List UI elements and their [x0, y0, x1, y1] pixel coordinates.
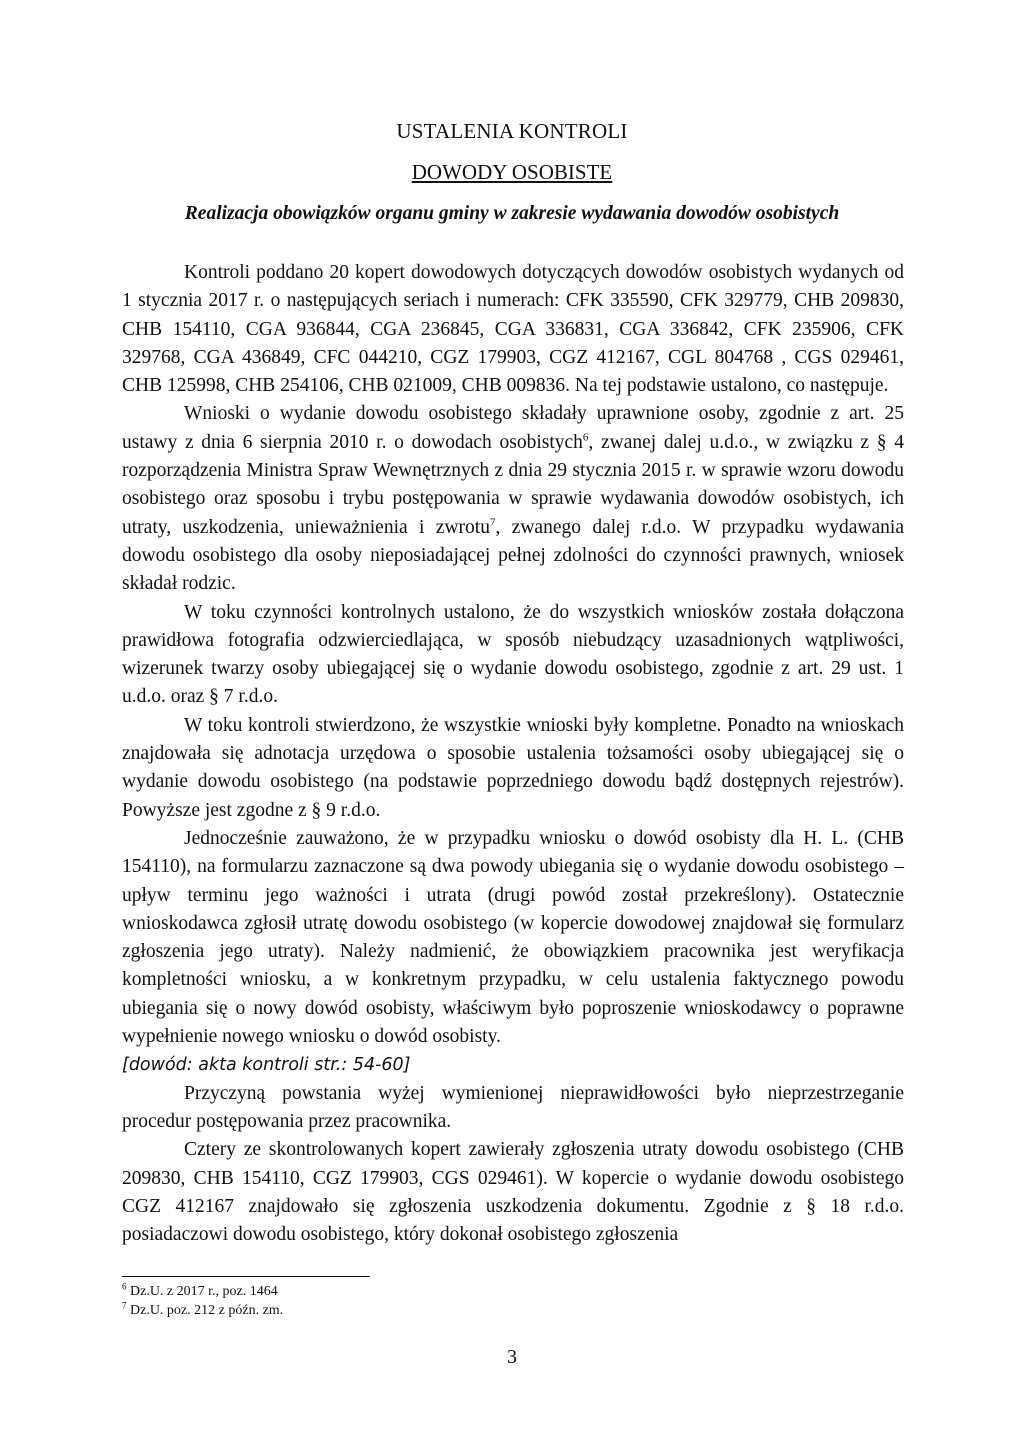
- page-title: USTALENIA KONTROLI: [396, 119, 628, 143]
- paragraph-4: W toku kontroli stwierdzono, że wszystkie wnioski były kompletne. Ponadto na wnioskach znajdowała się adnotacja urzędowa o sposobie ustalenia tożsamości osoby ubiegającej się o wydanie dowodu osobistego (na podstawie poprzedniego dowodu bądź dostępnych rejestrów). Powyższe jest zgodne z § 9 r.d.o.: [122, 714, 904, 821]
- footnote-ref-7: 7: [489, 516, 496, 529]
- paragraph-5: Jednocześnie zauważono, że w przypadku wniosku o dowód osobisty dla H. L. (CHB 154110), na formularzu zaznaczone są dwa powody ubiegania się o wydanie dowodu osobistego – upływ terminu jego ważności i utrata (drugi powód został przekreślony). Ostatecznie wnioskodawca zgłosił utratę dowodu osobistego (w kopercie dowodowej znajdował się formularz zgłoszenia jego utraty). Należy nadmienić, że obowiązkiem pracownika jest weryfikacja kompletności wniosku, a w konkretnym przypadku, w celu ustalenia faktycznego powodu ubiegania się o nowy dowód osobisty, właściwym było poproszenie wnioskodawcy o poprawne wypełnienie nowego wniosku o dowód osobisty.: [122, 827, 904, 1048]
- footnote-text: Dz.U. poz. 212 z późn. zm.: [130, 1302, 284, 1318]
- paragraph-7: Cztery ze skontrolowanych kopert zawierały zgłoszenia utraty dowodu osobistego (CHB 209830, CHB 154110, CGZ 179903, CGS 029461). W kopercie o wydanie dowodu osobistego CGZ 412167 znajdowało się zgłoszenia uszkodzenia dokumentu. Zgodnie z § 18 r.d.o. posiadaczowi dowodu osobistego, który dokonał osobistego zgłoszenia: [122, 1139, 904, 1246]
- paragraph-3: W toku czynności kontrolnych ustalono, że do wszystkich wniosków została dołączona prawidłowa fotografia odzwierciedlająca, w sposób niebudzący uzasadnionych wątpliwości, wizerunek twarzy osoby ubiegającej się o wydanie dowodu osobistego, zgodnie z art. 29 ust. 1 u.d.o. oraz § 7 r.d.o.: [122, 601, 904, 708]
- evidence-text: [dowód: akta kontroli str.: 54-60]: [122, 1055, 411, 1076]
- evidence-reference: [122, 1051, 904, 1079]
- paragraph-1: Kontroli poddano 20 kopert dowodowych dotyczących dowodów osobistych wydanych od 1 stycznia 2017 r. o następujących seriach i numerach: CFK 335590, CFK 329779, CHB 209830, CHB 154110, CGA 936844, CGA 236845, CGA 336831, CGA 336842, CFK 235906, CFK 329768, CGA 436849, CFC 044210, CGZ 179903, CGZ 412167, CGL 804768 , CGS 029461, CHB 125998, CHB 254106, CHB 021009, CHB 009836. Na tej podstawie ustalono, co następuje.: [122, 262, 904, 397]
- footnote-divider: [122, 1276, 370, 1277]
- footnote-7: [122, 1299, 722, 1321]
- footnote-ref-6: 6: [582, 431, 589, 444]
- paragraph-2-part-3: , zwanego dalej r.d.o. W przypadku wydawania dowodu osobistego dla osoby nieposiadającej pełnej zdolności do czynności prawnych, wniosek składał rodzic.: [122, 516, 904, 595]
- body-text: [122, 259, 904, 1249]
- footnote-mark: 6: [122, 1281, 127, 1292]
- page-subtitle: DOWODY OSOBISTE: [411, 160, 613, 184]
- section-heading: Realizacja obowiązków organu gminy w zakresie wydawania dowodów osobistych: [184, 203, 840, 224]
- page-number: 3: [507, 1346, 517, 1368]
- footnote-text: Dz.U. z 2017 r., poz. 1464: [130, 1284, 278, 1299]
- paragraph-2-part-1: Wnioski o wydanie dowodu osobistego składały uprawnione osoby, zgodnie z art. 25 ustawy z dnia 6 sierpnia 2010 r. o dowodach osobistych: [122, 403, 904, 453]
- paragraph-6: Przyczyną powstania wyżej wymienionej nieprawidłowości było nieprzestrzeganie procedur postępowania przez pracownika.: [122, 1082, 904, 1132]
- paragraph-2-part-2: , zwanej dalej u.d.o., w związku z § 4 rozporządzenia Ministra Spraw Wewnętrznych z dnia 29 stycznia 2015 r. w sprawie wzoru dowodu osobistego oraz sposobu i trybu postępowania w sprawie wydawania dowodów osobistych, ich utraty, uszkodzenia, unieważnienia i zwrotu: [122, 431, 904, 538]
- footnote-mark: 7: [122, 1299, 127, 1310]
- paragraph-2: [122, 400, 904, 598]
- footnote-6: [122, 1283, 722, 1302]
- footnotes: [122, 1283, 722, 1320]
